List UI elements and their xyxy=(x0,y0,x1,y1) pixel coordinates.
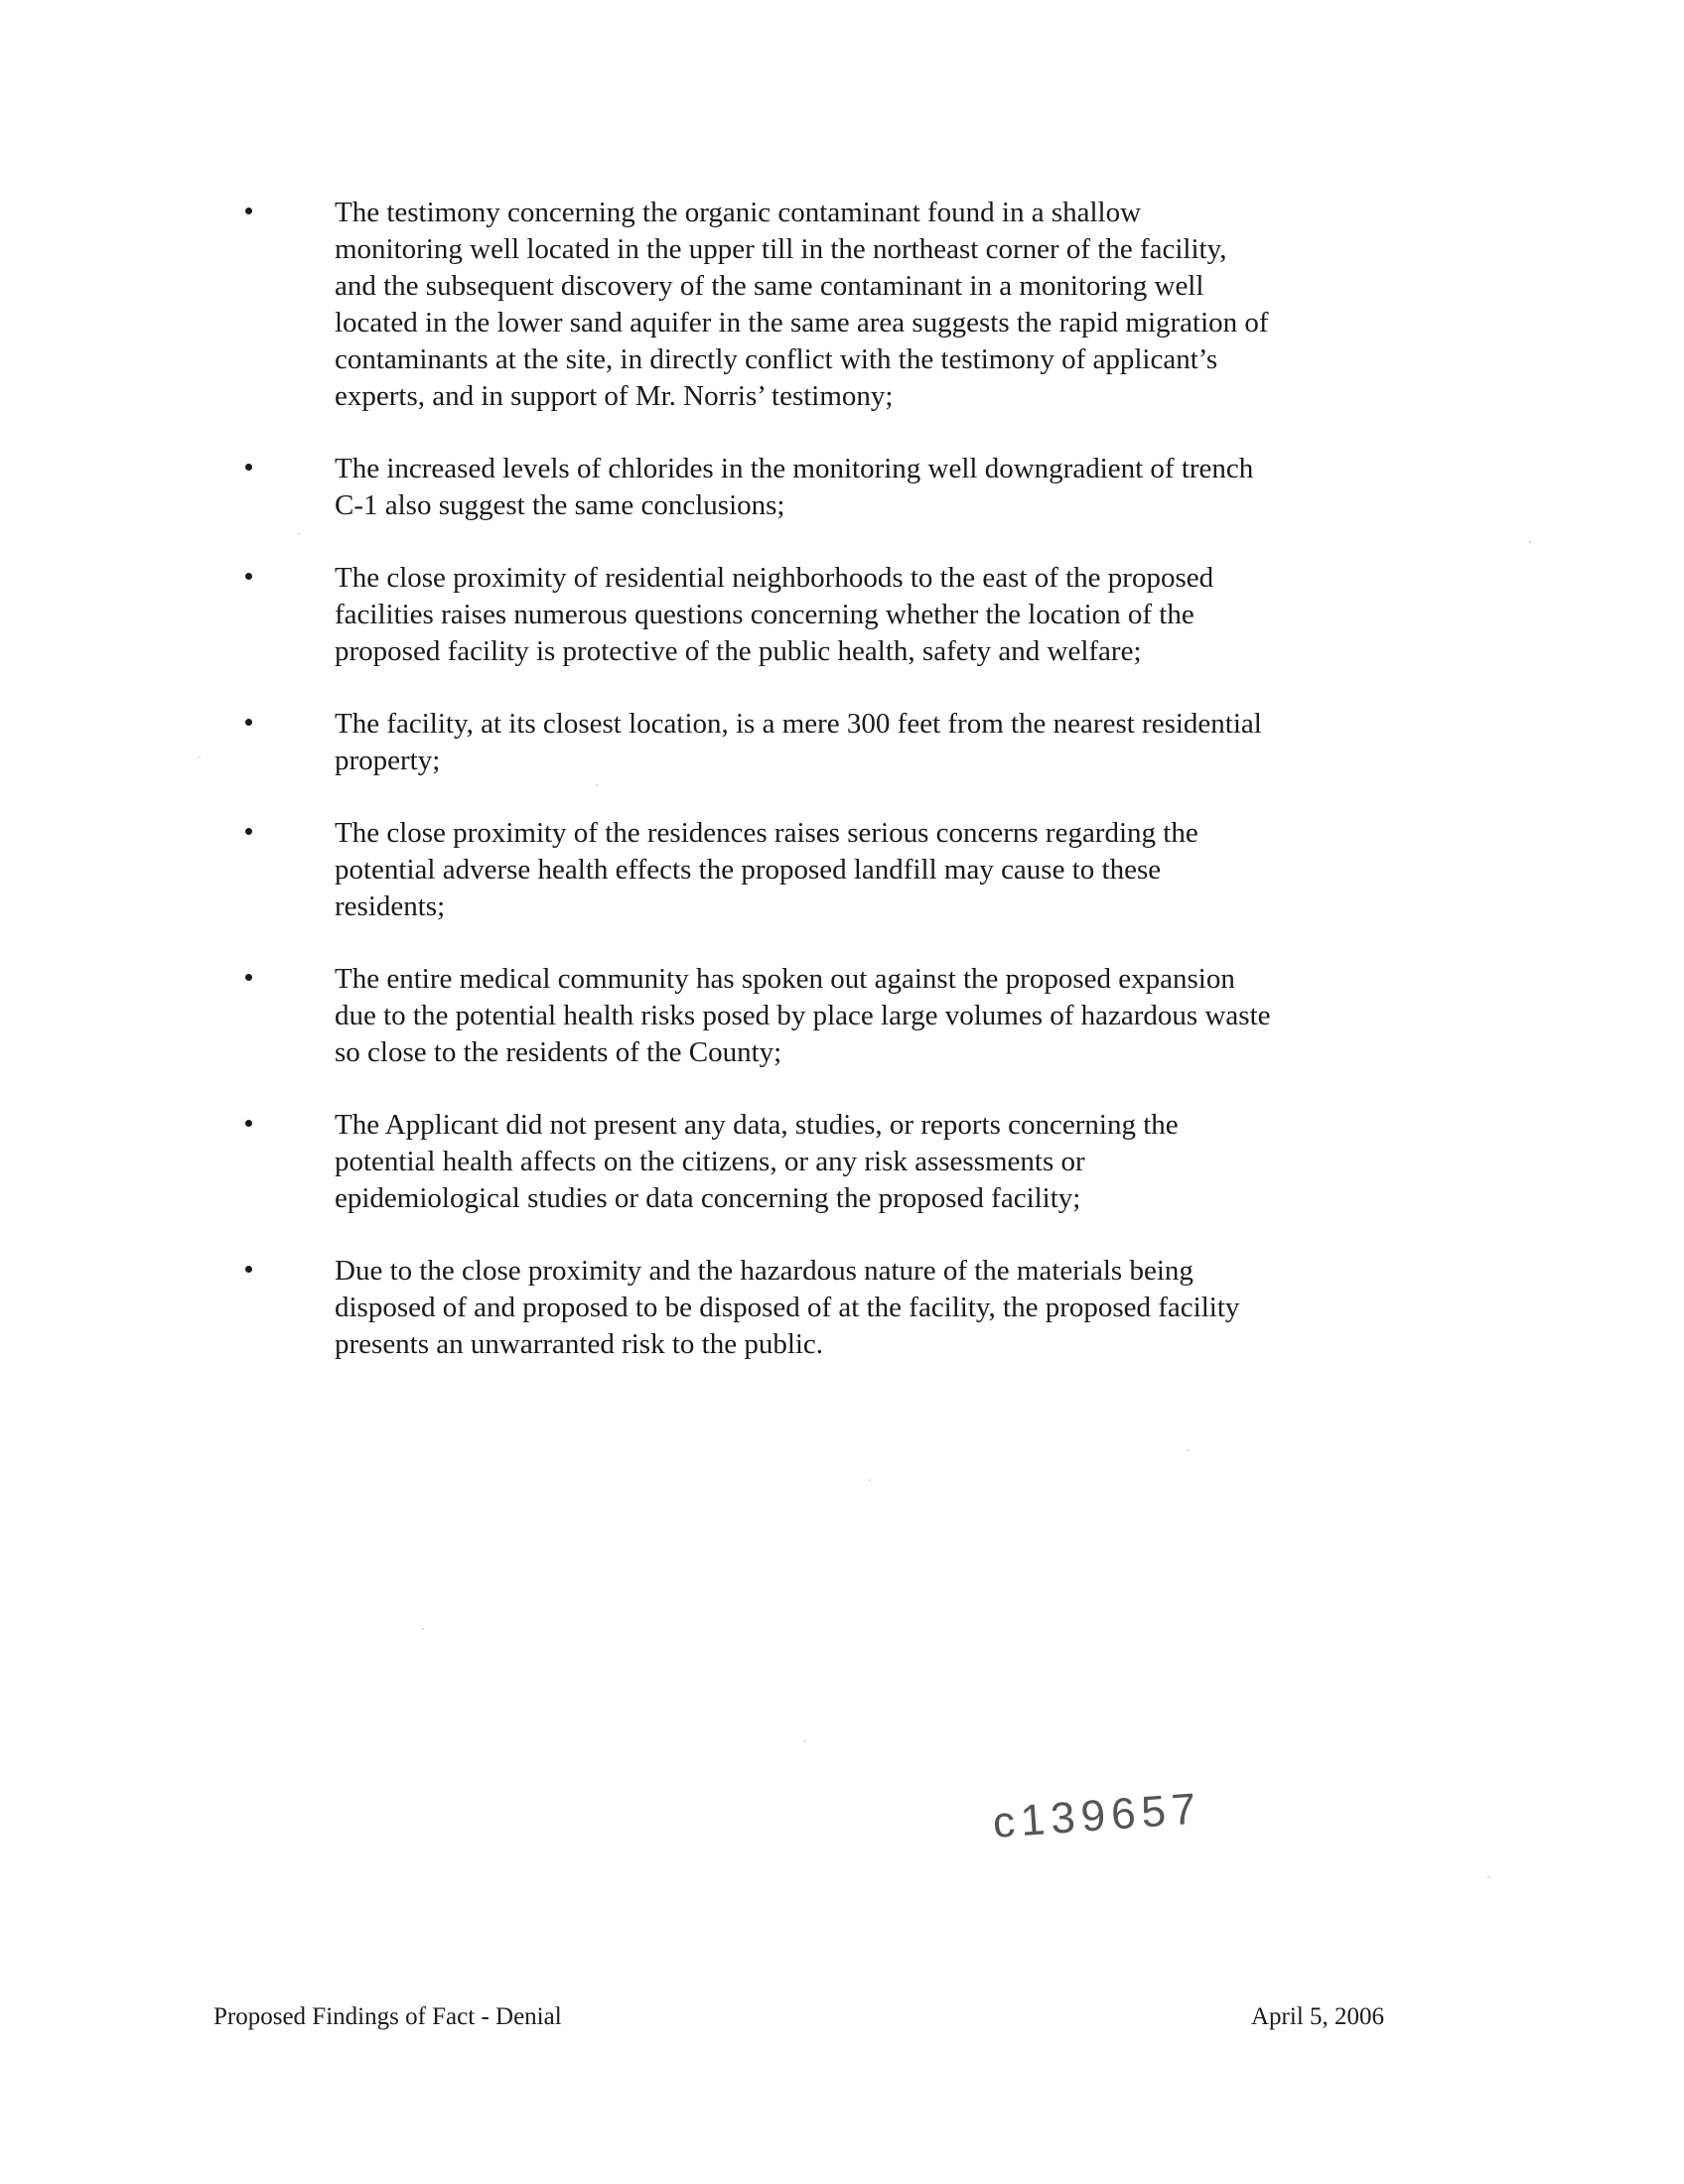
list-item xyxy=(245,560,1437,670)
list-item-text: The increased levels of chlorides in the monitoring well downgradient of trench C-1 also suggest the same conclusions; xyxy=(335,453,1254,521)
list-item xyxy=(245,815,1437,925)
list-item xyxy=(245,961,1437,1071)
scan-speck xyxy=(1529,541,1531,543)
bullet-icon xyxy=(245,1120,252,1127)
bullet-icon xyxy=(245,1266,252,1273)
list-item xyxy=(245,451,1437,524)
footer-date: April 5, 2006 xyxy=(1251,2003,1385,2030)
scan-speck xyxy=(596,784,598,786)
findings-list xyxy=(245,195,1437,1399)
bullet-icon xyxy=(245,207,252,214)
list-item-text: The entire medical community has spoken out against the proposed expansion due to the potential health risks posed by place large volumes of hazardous waste so close to the residents of the County; xyxy=(335,963,1271,1068)
bullet-icon xyxy=(245,828,252,835)
scan-speck xyxy=(1487,1876,1489,1878)
list-item xyxy=(245,1253,1437,1363)
bullet-icon xyxy=(245,719,252,726)
list-item xyxy=(245,195,1437,415)
scan-speck xyxy=(422,1628,424,1630)
document-stamp-number: c139657 xyxy=(991,1784,1203,1847)
list-item xyxy=(245,706,1437,779)
list-item-text: The Applicant did not present any data, studies, or reports concerning the potential health affects on the citizens, or any risk assessments or epidemiological studies or data concerning the proposed facility; xyxy=(335,1109,1179,1214)
scan-speck xyxy=(199,756,201,758)
bullet-icon xyxy=(245,573,252,580)
list-item-text: The close proximity of residential neighborhoods to the east of the proposed facilities raises numerous questions concerning whether the location of the proposed facility is protective of the public health, safety and welfare; xyxy=(335,562,1214,667)
bullet-icon xyxy=(245,974,252,981)
scan-speck xyxy=(298,533,300,535)
list-item-text: Due to the close proximity and the hazardous nature of the materials being disposed of and proposed to be disposed of at the facility, the proposed facility presents an unwarranted risk to the public. xyxy=(335,1255,1240,1360)
footer-title: Proposed Findings of Fact - Denial xyxy=(213,2003,562,2030)
scan-speck xyxy=(804,1740,806,1742)
list-item-text: The testimony concerning the organic contaminant found in a shallow monitoring well located in the upper till in the northeast corner of the facility, and the subsequent discovery of the same contaminant in a monitoring well located in the lower sand aquifer in the same area suggests the rapid migration of contaminants at the site, in directly conflict with the testimony of applicant’s experts, and in support of Mr. Norris’ testimony; xyxy=(335,197,1269,412)
bullet-icon xyxy=(245,464,252,471)
list-item-text: The facility, at its closest location, is a mere 300 feet from the nearest residential property; xyxy=(335,708,1262,776)
list-item xyxy=(245,1107,1437,1217)
scan-speck xyxy=(869,1479,871,1481)
scan-speck xyxy=(1187,1449,1189,1451)
list-item-text: The close proximity of the residences raises serious concerns regarding the potential adverse health effects the proposed landfill may cause to these residents; xyxy=(335,817,1198,922)
